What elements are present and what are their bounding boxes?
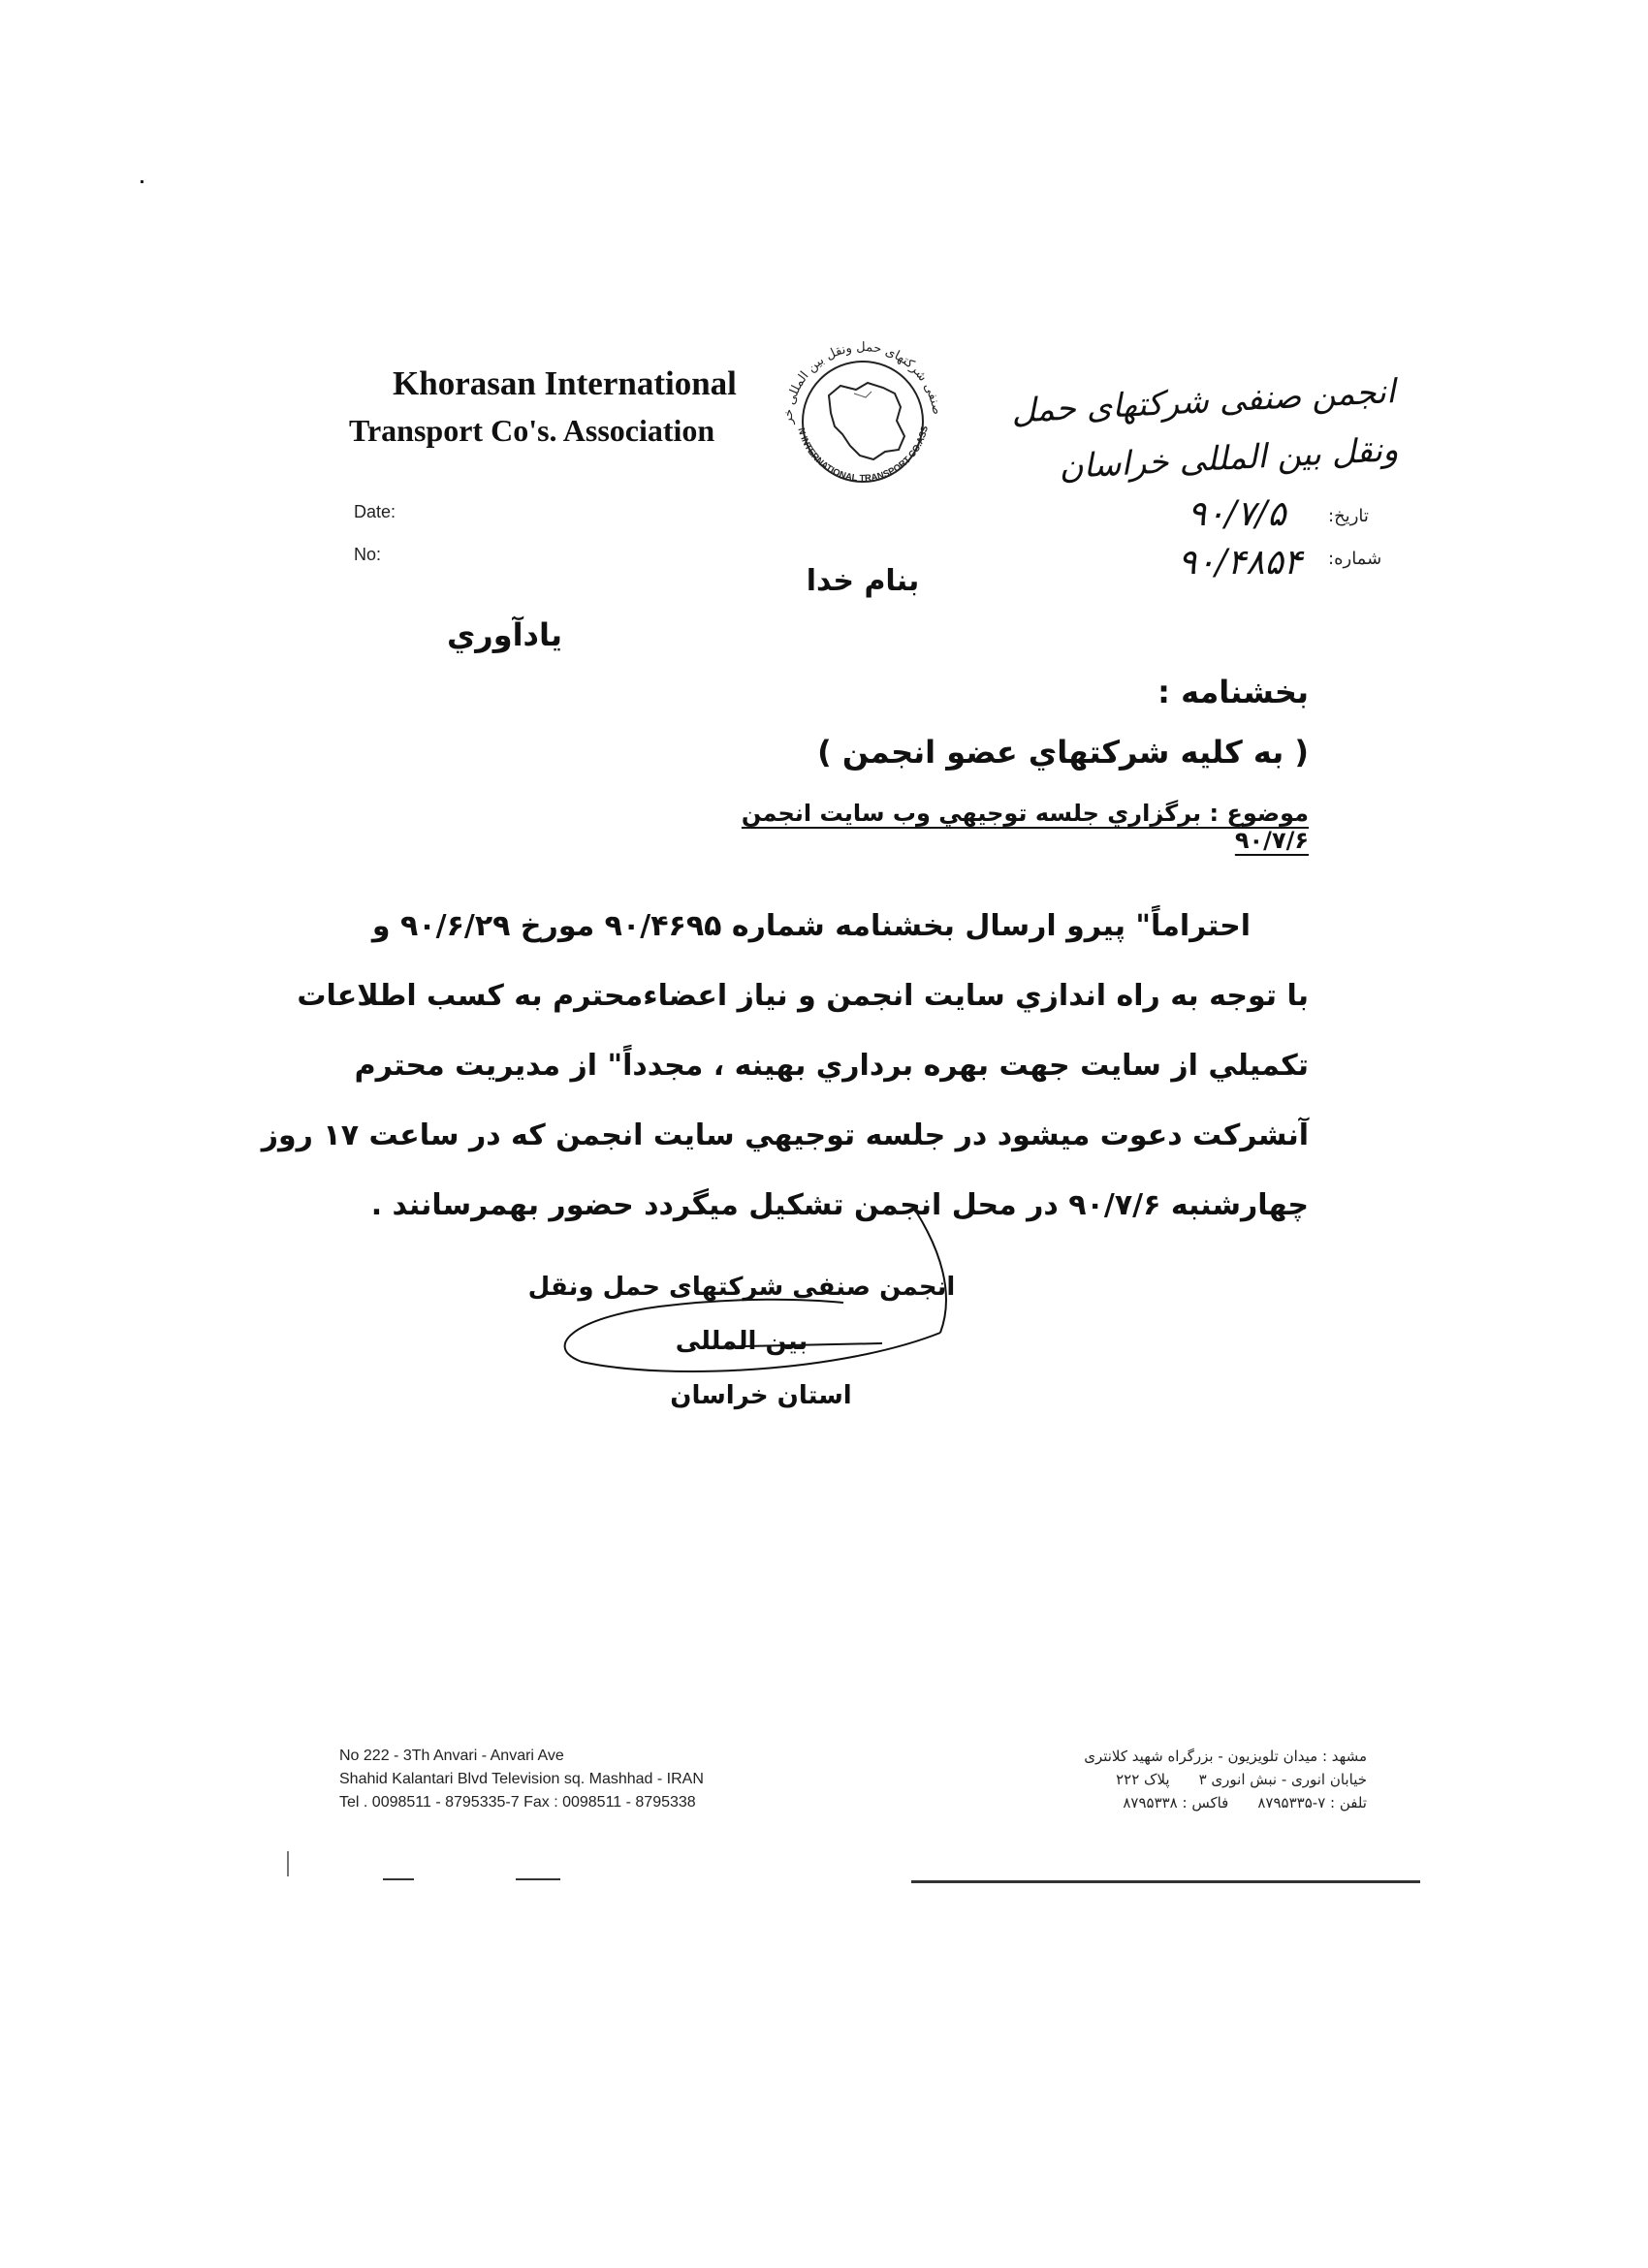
- date-label-fa: تاریخ:: [1328, 506, 1369, 526]
- english-organization-name: [349, 361, 746, 454]
- signature-line2: استان خراسان: [670, 1381, 852, 1410]
- subject-line: موضوع : برگزاري جلسه توجيهي وب سايت انجمن ۹۰/۷/۶: [741, 800, 1309, 854]
- body-line-1: احتراماً" پيرو ارسال بخشنامه شماره ۹۰/۴۶۹۵ مورخ ۹۰/۶/۲۹ و: [371, 909, 1251, 943]
- number-label-en: No:: [354, 545, 382, 564]
- number-value: ۹۰/۴۸۵۴: [1178, 543, 1303, 583]
- footer-address-fa: [1018, 1745, 1367, 1814]
- english-name-line1: Khorasan International: [393, 364, 737, 402]
- logo-ring-text-fa: صنفی شرکتهای حمل ونقل بین المللی خر: [780, 339, 944, 425]
- letter-body: [261, 892, 1309, 1241]
- persian-organization-name: انجمن صنفی شرکتهای حمل ونقل بین المللی خراسان: [1010, 372, 1400, 488]
- logo-ring-text-en: N INTERNATIONAL TRANSPORT CO.ASS: [795, 425, 931, 485]
- scan-speck: [141, 180, 143, 183]
- footer-address-en: [339, 1745, 805, 1814]
- footer-fa-line2b: پلاک ۲۲۲: [1116, 1771, 1170, 1788]
- footer-rule-short-1: [383, 1878, 414, 1880]
- body-line-2: با توجه به راه اندازي سايت انجمن و نياز اعضاءمحترم به كسب اطلاعات: [297, 979, 1309, 1013]
- footer-en-line1: No 222 - 3Th Anvari - Anvari Ave: [339, 1748, 564, 1764]
- footer-rule-short-2: [516, 1878, 560, 1880]
- body-line-4: آنشركت دعوت ميشود در جلسه توجيهي سايت انجمن كه در ساعت ۱۷ روز: [261, 1118, 1309, 1152]
- iran-map-icon: [829, 383, 904, 459]
- number-label-fa: شماره:: [1328, 549, 1382, 569]
- footer-en-line2: Shahid Kalantari Blvd Television sq. Mashhad - IRAN: [339, 1771, 704, 1787]
- footer-rule-long: [911, 1880, 1420, 1883]
- logo-seal-icon: [771, 330, 955, 514]
- footer-fa-line3a: تلفن : ۷-۸۷۹۵۳۳۵: [1257, 1794, 1367, 1811]
- handwritten-signature: [553, 1202, 1008, 1386]
- english-name-line2: Transport Co's. Association: [349, 413, 715, 448]
- association-logo: [771, 330, 955, 514]
- basmala: بنام خدا: [806, 564, 920, 598]
- scan-speck: [287, 1851, 289, 1876]
- date-value: ۹۰/۷/۵: [1188, 494, 1286, 534]
- footer-en-line3: Tel . 0098511 - 8795335-7 Fax : 0098511 - 8795338: [339, 1794, 696, 1811]
- date-label-en: Date:: [354, 502, 396, 521]
- recipients-line: ( به كليه شركتهاي عضو انجمن ): [817, 734, 1309, 771]
- signature-line1: انجمن صنفی شرکتهای حمل ونقل بین المللی: [527, 1273, 956, 1356]
- footer-fa-line1: مشهد : میدان تلویزیون - بزرگراه شهید کلانتری: [1084, 1748, 1367, 1765]
- svg-text:انجمن صنفی شرکتهای حمل ونقل بی: [771, 330, 944, 425]
- reminder-heading: يادآوري: [446, 616, 562, 653]
- body-line-5: چهارشنبه ۹۰/۷/۶ در محل انجمن تشكيل ميگردد حضور بهمرسانند .: [370, 1188, 1309, 1222]
- footer-fa-line2a: خیابان انوری - نبش انوری ۳: [1198, 1771, 1367, 1788]
- body-line-3: تكميلي از سايت جهت بهره برداري بهينه ، مجدداً" از مديريت محترم: [354, 1049, 1309, 1083]
- footer-fa-line3b: فاکس : ۸۷۹۵۳۳۸: [1123, 1794, 1229, 1811]
- circular-label: بخشنامه :: [1157, 674, 1309, 710]
